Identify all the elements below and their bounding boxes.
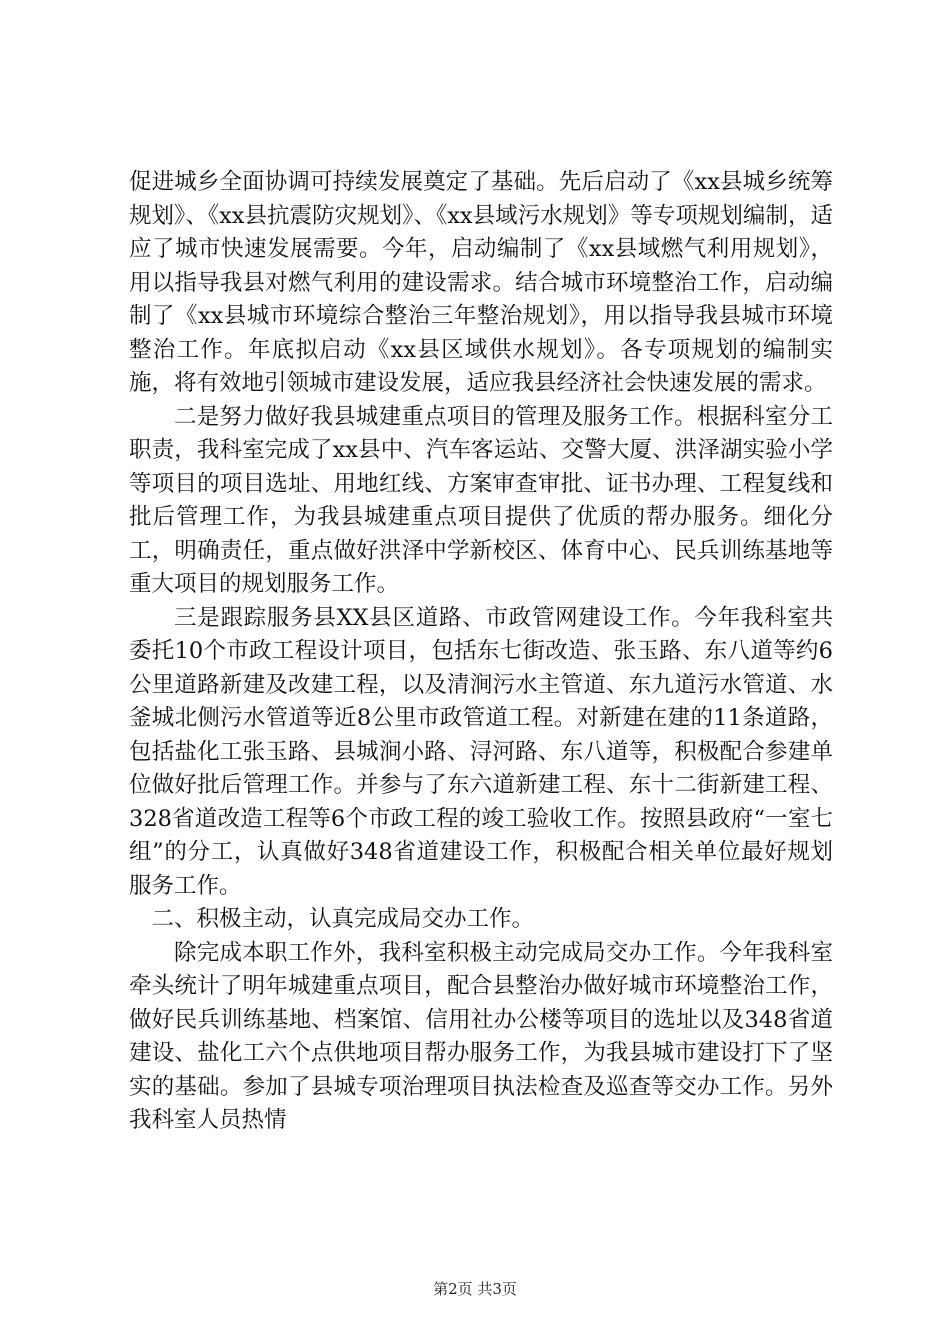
paragraph-1: 促进城乡全面协调可持续发展奠定了基础。先后启动了《xx县城乡统筹规划》、《xx县抗震防灾规划》、《xx县域污水规划》等专项规划编制，适应了城市快速发展需要。今年，启动编制了《xx县域燃气利用规划》，用以指导我县对燃气利用的建设需求。结合城市环境整治工作，启动编制了《xx县城市环境综合整治三年整治规划》，用以指导我县城市环境整治工作。年底拟启动《xx县区域供水规划》。各专项规划的编制实施，将有效地引领城市建设发展，适应我县经济社会快速发展的需求。 — [129, 169, 833, 396]
document-body — [129, 166, 833, 1138]
section-heading: 二、积极主动，认真完成局交办工作。 — [151, 906, 535, 932]
paragraph-2: 二是努力做好我县城建重点项目的管理及服务工作。根据科室分工职责，我科室完成了xx县中、汽车客运站、交警大厦、洪泽湖实验小学等项目的项目选址、用地红线、方案审查审批、证书办理、工程复线和批后管理工作，为我县城建重点项目提供了优质的帮办服务。细化分工，明确责任，重点做好洪泽中学新校区、体育中心、民兵训练基地等重大项目的规划服务工作。 — [129, 403, 833, 597]
page-footer: 第2页 共3页 — [433, 1280, 517, 1298]
paragraph-3: 三是跟踪服务县XX县区道路、市政管网建设工作。今年我科室共委托10个市政工程设计项目，包括东七街改造、张玉路、东八道等约6公里道路新建及改建工程，以及清涧污水主管道、东九道污水管道、水釜城北侧污水管道等近8公里市政管道工程。对新建在建的11条道路，包括盐化工张玉路、县城涧小路、浔河路、东八道等，积极配合参建单位做好批后管理工作。并参与了东六道新建工程、东十二街新建工程、328省道改造工程等6个市政工程的竣工验收工作。按照县政府“一室七组”的分工，认真做好348省道建设工作，积极配合相关单位最好规划服务工作。 — [129, 604, 833, 899]
paragraph-4: 除完成本职工作外，我科室积极主动完成局交办工作。今年我科室牵头统计了明年城建重点项目，配合县整治办做好城市环境整治工作，做好民兵训练基地、档案馆、信用社办公楼等项目的选址以及348省道建设、盐化工六个点供地项目帮办服务工作，为我县城市建设打下了坚实的基础。参加了县城专项治理项目执法检查及巡查等交办工作。另外我科室人员热情 — [129, 939, 833, 1133]
